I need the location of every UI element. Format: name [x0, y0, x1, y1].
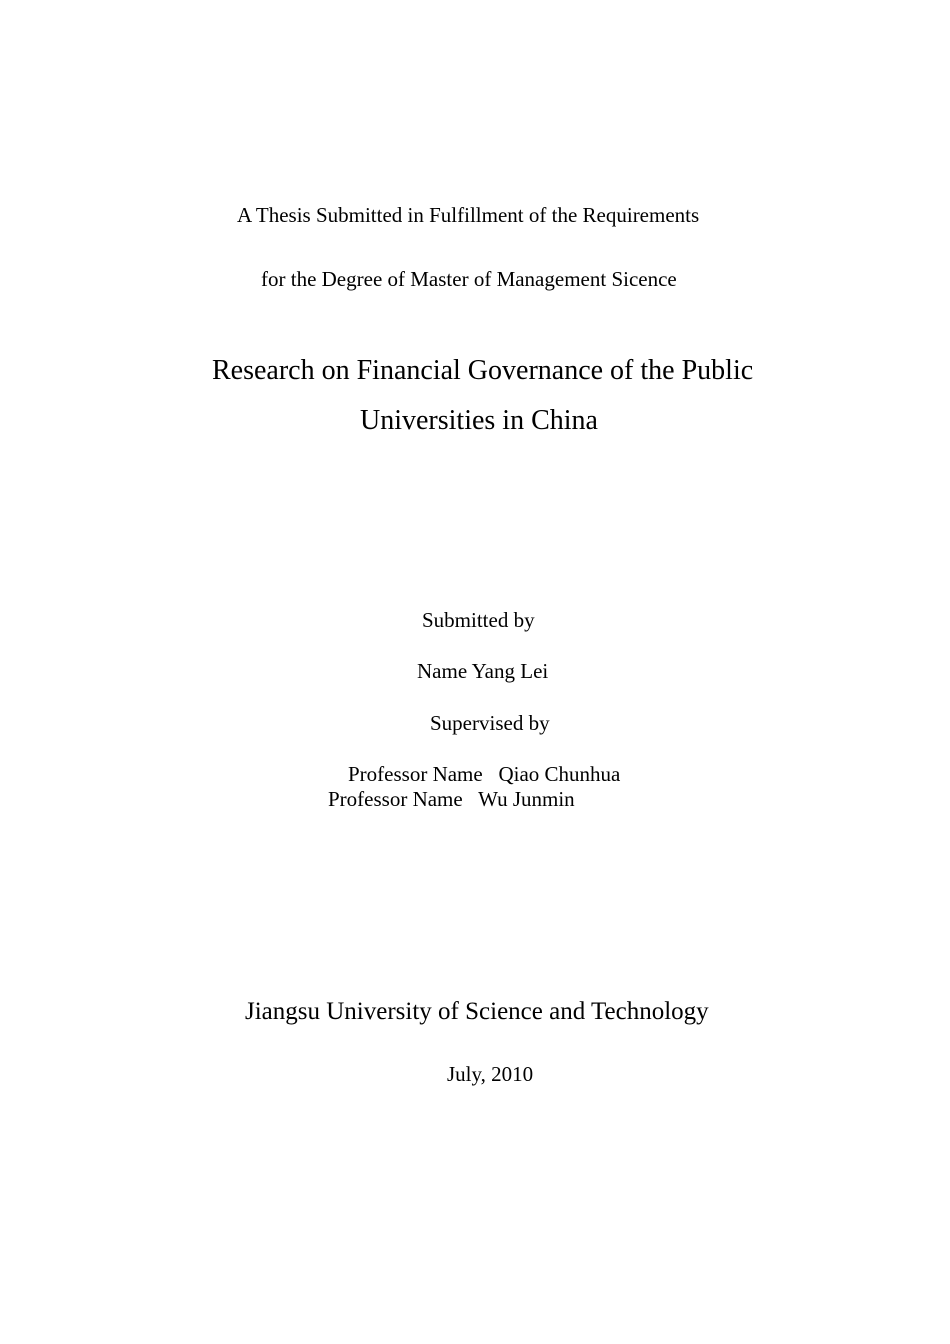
submitted-by-label: Submitted by	[422, 608, 535, 632]
thesis-title-line-2: Universities in China	[360, 405, 598, 436]
supervisor-1: Professor Name Qiao Chunhua	[348, 762, 621, 786]
supervisor-2: Professor Name Wu Junmin	[328, 787, 575, 811]
degree-statement-line-2: for the Degree of Master of Management Sicence	[261, 267, 677, 291]
thesis-title-line-1: Research on Financial Governance of the Public	[212, 355, 754, 386]
submission-date: July, 2010	[447, 1062, 534, 1086]
author-name: Name Yang Lei	[417, 659, 549, 683]
university-name: Jiangsu University of Science and Technology	[245, 998, 709, 1025]
degree-statement-line-1: A Thesis Submitted in Fulfillment of the Requirements	[237, 203, 700, 227]
supervised-by-label: Supervised by	[430, 711, 550, 735]
